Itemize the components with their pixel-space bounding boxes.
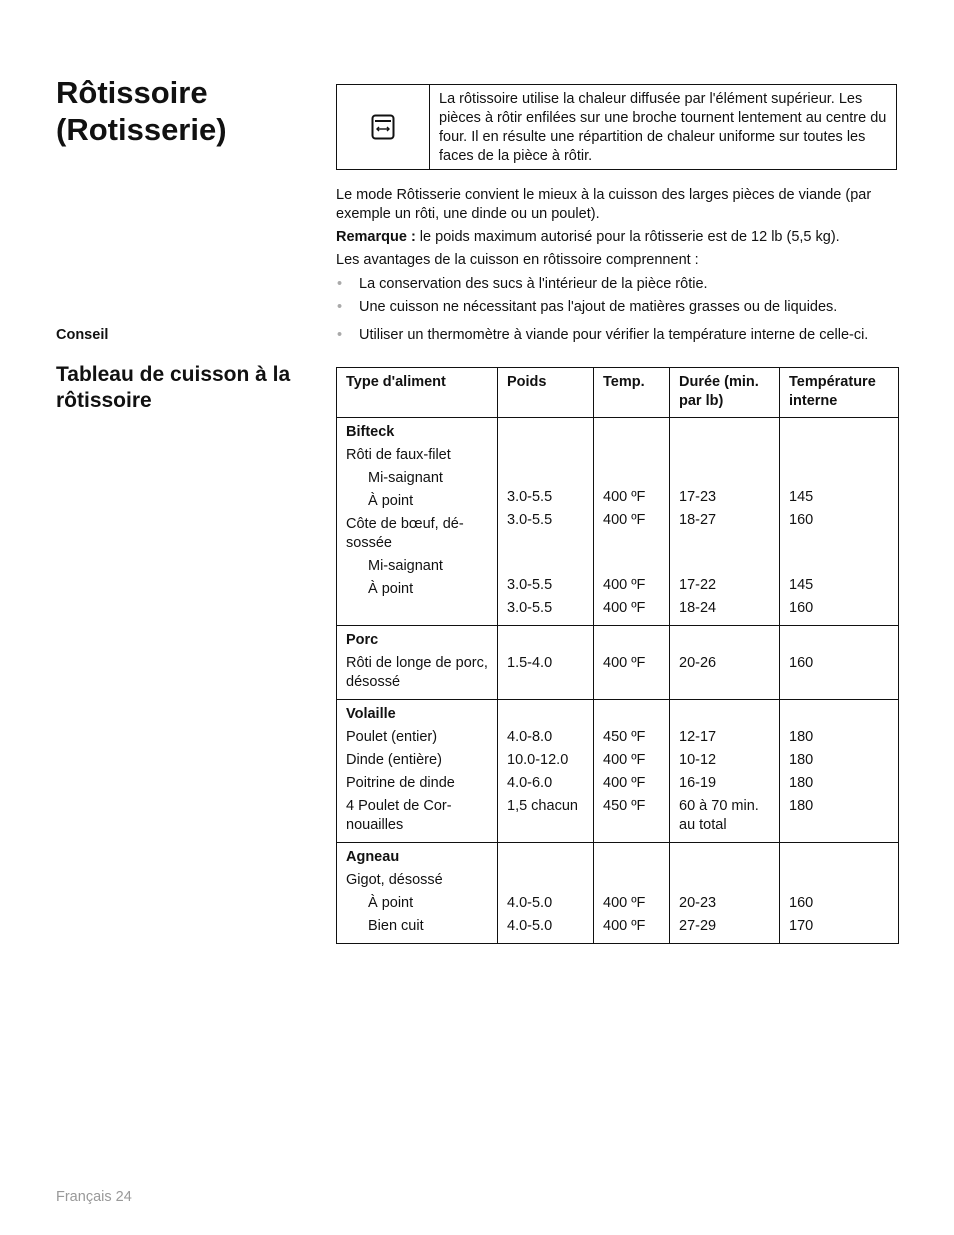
- internal-temp-line: 160: [789, 655, 814, 671]
- internal-temp-line: [789, 871, 890, 890]
- temp-line: 400 ºF: [603, 895, 646, 911]
- internal-temp-line: 180: [789, 798, 814, 814]
- duration-line: 10-12: [679, 752, 717, 768]
- duration-line: 16-19: [679, 775, 717, 791]
- header-internal-temp: Température interne: [780, 368, 899, 418]
- advantages-list-item: [336, 298, 906, 317]
- note-label: Remarque :: [336, 229, 416, 245]
- weight-line: 10.0-12.0: [507, 752, 569, 768]
- duration-line: 12-17: [679, 729, 717, 745]
- weight-line: 1.5-4.0: [507, 655, 553, 671]
- group-name: Volaille: [346, 706, 396, 722]
- header-duration: Durée (min. par lb): [670, 368, 780, 418]
- page-title: Rôtissoire (Rotisserie): [56, 75, 227, 147]
- intro-text: La rôtissoire utilise la chaleur diffusée par l'élément supérieur. Les pièces à rôtir enfilées sur une broche tournent lentement au centre du four. Il en résulte une répartition de chaleur uniforme sur toutes les faces de la pièce à rôtir.: [439, 91, 887, 164]
- tip-list: [336, 326, 906, 345]
- weight-line: 1,5 chacun: [507, 798, 578, 814]
- tip-text: • Utiliser un thermomètre à viande pour vérifier la température interne de celle-ci.: [336, 326, 906, 345]
- table-row: [337, 626, 899, 700]
- duration-line: 20-26: [679, 655, 717, 671]
- header-temp: Temp.: [594, 368, 670, 418]
- temp-line: 450 ºF: [603, 729, 646, 745]
- cooking-table: [336, 367, 899, 944]
- weight-cell: [498, 626, 594, 700]
- temp-line: 400 ºF: [603, 918, 646, 934]
- weight-cell: [498, 418, 594, 626]
- duration-cell: [670, 843, 780, 944]
- weight-line: 4.0-8.0: [507, 729, 553, 745]
- food-type-line: Rôti de faux-filet: [346, 447, 451, 463]
- group-name: Porc: [346, 632, 379, 648]
- duration-line: [679, 534, 771, 572]
- temp-line: [603, 871, 661, 890]
- food-type-line: Poulet (entier): [346, 729, 438, 745]
- table-title: Tableau de cuisson à la rôtissoire: [56, 363, 291, 412]
- advantages-list-item: [336, 275, 906, 294]
- table-row: [337, 418, 899, 626]
- weight-line: 4.0-5.0: [507, 918, 553, 934]
- temp-cell: [594, 418, 670, 626]
- food-type-line: Mi-saignant: [368, 558, 443, 574]
- temp-cell: [594, 700, 670, 843]
- header-food-type: Type d'aliment: [337, 368, 498, 418]
- duration-line: 27-29: [679, 918, 717, 934]
- duration-line: 20-23: [679, 895, 717, 911]
- internal-temp-line: 180: [789, 775, 814, 791]
- food-type-line: À point: [368, 581, 414, 597]
- food-type-line: Rôti de longe de porc, désossé: [346, 655, 488, 690]
- internal-temp-line: [789, 534, 890, 572]
- duration-line: [679, 446, 771, 484]
- food-type-line: 4 Poulet de Cor-nouailles: [346, 798, 452, 833]
- internal-temp-line: 180: [789, 729, 814, 745]
- temp-line: 400 ºF: [603, 489, 646, 505]
- internal-temp-cell: [780, 626, 899, 700]
- duration-line: 60 à 70 min. au total: [679, 798, 759, 833]
- internal-temp-line: 160: [789, 512, 814, 528]
- weight-note: [336, 228, 902, 247]
- food-type-cell: [337, 418, 498, 626]
- food-type-line: Gigot, désossé: [346, 872, 443, 888]
- food-type-line: Mi-saignant: [368, 470, 443, 486]
- food-type-cell: [337, 843, 498, 944]
- duration-line: 18-24: [679, 600, 717, 616]
- food-type-line: À point: [368, 895, 414, 911]
- tip-label: Conseil: [56, 327, 109, 343]
- weight-line: 3.0-5.5: [507, 577, 553, 593]
- weight-line: 3.0-5.5: [507, 600, 553, 616]
- weight-cell: [498, 700, 594, 843]
- intro-box: [336, 84, 897, 170]
- note-text: le poids maximum autorisé pour la rôtisserie est de 12 lb (5,5 kg).: [415, 229, 840, 245]
- temp-line: 400 ºF: [603, 600, 646, 616]
- group-name: Agneau: [346, 849, 400, 865]
- internal-temp-line: 160: [789, 895, 814, 911]
- duration-cell: [670, 418, 780, 626]
- internal-temp-line: 145: [789, 577, 814, 593]
- temp-cell: [594, 626, 670, 700]
- advantage-item: • La conservation des sucs à l'intérieur de la pièce rôtie.: [336, 275, 906, 294]
- temp-line: 450 ºF: [603, 798, 646, 814]
- food-type-cell: [337, 626, 498, 700]
- temp-line: [603, 446, 661, 484]
- weight-line: 3.0-5.5: [507, 489, 553, 505]
- weight-line: [507, 534, 585, 572]
- food-type-line: Poitrine de dinde: [346, 775, 455, 791]
- food-type-line: Dinde (entière): [346, 752, 442, 768]
- weight-line: [507, 871, 585, 890]
- advantage-item: • Une cuisson ne nécessitant pas l'ajout de matières grasses ou de liquides.: [336, 298, 906, 317]
- header-weight: Poids: [498, 368, 594, 418]
- table-body: [337, 418, 899, 944]
- food-type-line: Côte de bœuf, dé-sossée: [346, 516, 464, 551]
- table-row: [337, 843, 899, 944]
- food-type-line: À point: [368, 493, 414, 509]
- internal-temp-line: 180: [789, 752, 814, 768]
- table-row: [337, 700, 899, 843]
- duration-line: 18-27: [679, 512, 717, 528]
- duration-line: 17-22: [679, 577, 717, 593]
- temp-line: 400 ºF: [603, 752, 646, 768]
- duration-cell: [670, 626, 780, 700]
- duration-line: [679, 871, 771, 890]
- weight-line: 3.0-5.5: [507, 512, 553, 528]
- internal-temp-line: [789, 446, 890, 484]
- internal-temp-line: 145: [789, 489, 814, 505]
- internal-temp-cell: [780, 700, 899, 843]
- description-paragraph: Le mode Rôtisserie convient le mieux à la cuisson des larges pièces de viande (par exemple un rôti, une dinde ou un poulet).: [336, 187, 872, 222]
- food-type-line: Bien cuit: [368, 918, 424, 934]
- temp-line: 400 ºF: [603, 775, 646, 791]
- rotisserie-mode-icon: [371, 114, 395, 140]
- temp-cell: [594, 843, 670, 944]
- internal-temp-cell: [780, 418, 899, 626]
- weight-cell: [498, 843, 594, 944]
- duration-line: 17-23: [679, 489, 717, 505]
- table-header-row: [337, 368, 899, 418]
- temp-line: 400 ºF: [603, 512, 646, 528]
- group-name: Bifteck: [346, 424, 395, 440]
- internal-temp-line: 160: [789, 600, 814, 616]
- temp-line: 400 ºF: [603, 577, 646, 593]
- weight-line: [507, 446, 585, 484]
- page-footer: Français 24: [56, 1189, 132, 1205]
- internal-temp-line: 170: [789, 918, 814, 934]
- weight-line: 4.0-6.0: [507, 775, 553, 791]
- advantages-intro: Les avantages de la cuisson en rôtissoire comprennent :: [336, 252, 699, 268]
- internal-temp-cell: [780, 843, 899, 944]
- temp-line: 400 ºF: [603, 655, 646, 671]
- weight-line: 4.0-5.0: [507, 895, 553, 911]
- intro-icon-cell: [337, 85, 430, 169]
- temp-line: [603, 534, 661, 572]
- food-type-cell: [337, 700, 498, 843]
- duration-cell: [670, 700, 780, 843]
